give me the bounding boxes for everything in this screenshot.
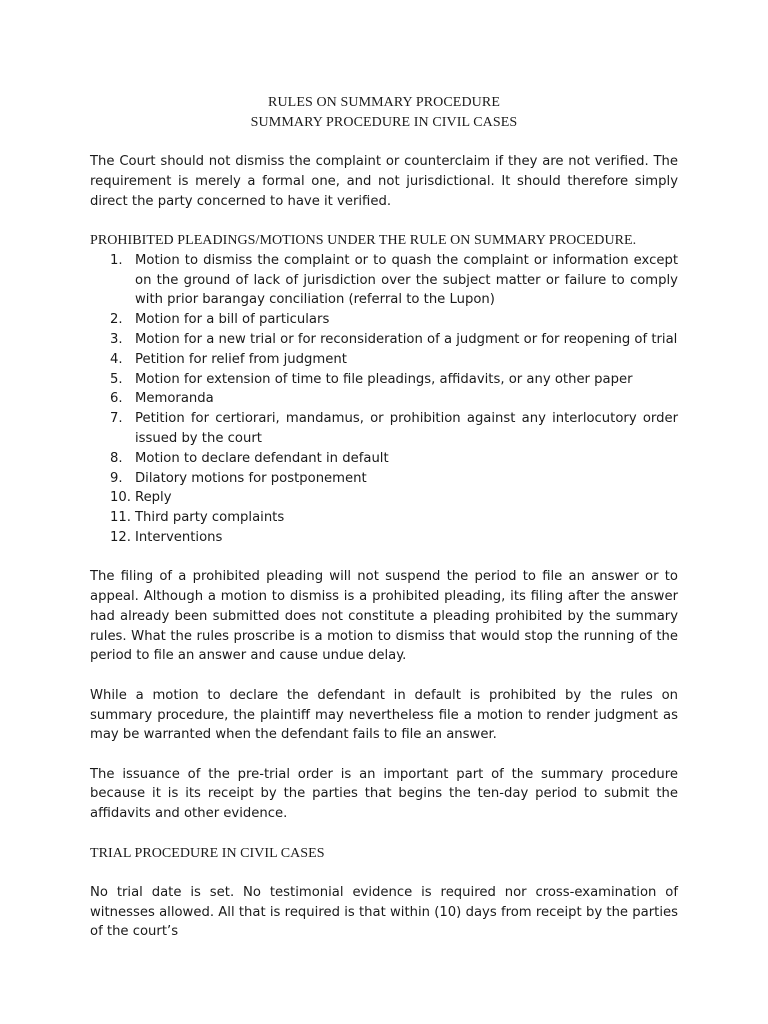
list-item-number: 11. <box>110 510 131 526</box>
list-item <box>90 389 678 409</box>
section-heading-prohibited-pleadings: PROHIBITED PLEADINGS/MOTIONS UNDER THE RULE ON SUMMARY PROCEDURE. <box>90 232 637 248</box>
list-item-text: Interventions <box>135 529 223 545</box>
list-item-text: Petition for certiorari, mandamus, or prohibition against any interlocutory order issued by the court <box>135 411 678 446</box>
list-item <box>90 508 678 528</box>
prohibited-pleadings-list <box>90 251 678 548</box>
paragraph-default-motion: While a motion to declare the defendant in default is prohibited by the rules on summary procedure, the plaintiff may nevertheless file a motion to render judgment as may be warranted when the defendant fails to file an answer. <box>90 687 678 743</box>
document-page <box>90 93 678 942</box>
document-subtitle: SUMMARY PROCEDURE IN CIVIL CASES <box>250 114 518 130</box>
list-item-text: Dilatory motions for postponement <box>135 470 367 486</box>
paragraph-trial-procedure: No trial date is set. No testimonial evidence is required nor cross-examination of witnesses allowed. All that is required is that within (10) days from receipt by the parties of the court’s <box>90 884 678 940</box>
list-item-number: 4. <box>110 351 123 367</box>
paragraph-prohibited-pleading-effect: The filing of a prohibited pleading will not suspend the period to file an answer or to appeal. Although a motion to dismiss is a prohibited pleading, its filing after the answer had already been submitted does not constitute a pleading prohibited by the summary rules. What the rules proscribe is a motion to dismiss that would stop the running of the period to file an answer and cause undue delay. <box>90 569 678 664</box>
list-item <box>90 310 678 330</box>
list-item-text: Third party complaints <box>135 510 285 526</box>
list-item-number: 7. <box>110 411 123 427</box>
list-item-text: Motion for a new trial or for reconsideration of a judgment or for reopening of trial <box>135 331 678 347</box>
list-item <box>90 449 678 469</box>
section-heading-trial-procedure: TRIAL PROCEDURE IN CIVIL CASES <box>90 845 325 861</box>
list-item-number: 1. <box>110 252 123 268</box>
list-item-number: 10. <box>110 490 131 506</box>
list-item <box>90 488 678 508</box>
list-item-number: 12. <box>110 529 131 545</box>
list-item-text: Petition for relief from judgment <box>135 351 347 367</box>
list-item-number: 6. <box>110 391 123 407</box>
list-item <box>90 469 678 489</box>
list-item <box>90 330 678 350</box>
list-item-text: Motion to dismiss the complaint or to quash the complaint or information except on the ground of lack of jurisdiction over the subject matter or failure to comply with prior barangay conciliation (referral to the Lupon) <box>135 252 678 308</box>
list-item <box>90 528 678 548</box>
list-item-text: Motion for a bill of particulars <box>135 312 330 328</box>
list-item-text: Reply <box>135 490 172 506</box>
list-item <box>90 251 678 310</box>
list-item <box>90 350 678 370</box>
list-item-number: 8. <box>110 450 123 466</box>
document-title: RULES ON SUMMARY PROCEDURE <box>268 95 500 110</box>
list-item-text: Motion for extension of time to file pleadings, affidavits, or any other paper <box>135 371 633 387</box>
paragraph-verification: The Court should not dismiss the complaint or counterclaim if they are not verified. The requirement is merely a formal one, and not jurisdictional. It should therefore simply direct the party concerned to have it verified. <box>90 154 678 209</box>
list-item-number: 9. <box>110 470 123 486</box>
list-item-text: Memoranda <box>135 391 214 407</box>
list-item <box>90 370 678 390</box>
list-item-number: 3. <box>110 331 123 347</box>
list-item <box>90 409 678 449</box>
paragraph-pretrial-order: The issuance of the pre-trial order is an important part of the summary procedure because it is its receipt by the parties that begins the ten-day period to submit the affidavits and other evidence. <box>90 766 678 822</box>
list-item-number: 2. <box>110 312 123 328</box>
list-item-number: 5. <box>110 371 123 387</box>
list-item-text: Motion to declare defendant in default <box>135 450 389 466</box>
